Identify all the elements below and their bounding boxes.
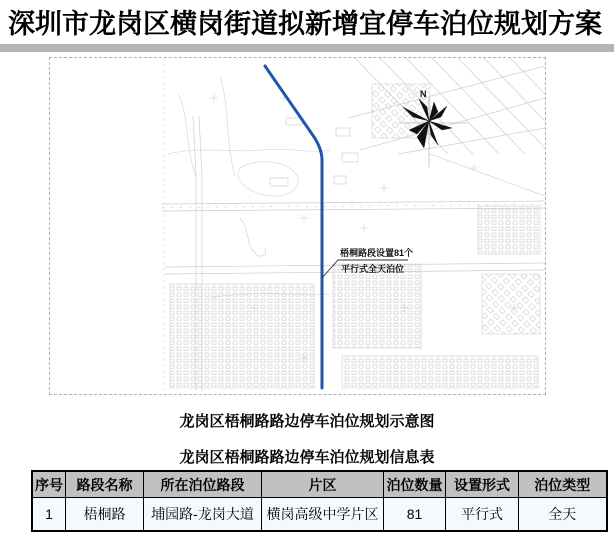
map-frame [49, 57, 546, 395]
col-header-road-section: 所在泊位路段 [144, 471, 262, 498]
table-caption: 龙岗区梧桐路路边停车泊位规划信息表 [179, 449, 435, 466]
col-header-berth-count: 泊位数量 [384, 471, 446, 498]
col-header-district: 片区 [262, 471, 384, 498]
map-annotation-line2: 平行式全天泊位 [341, 264, 405, 274]
cell-index: 1 [32, 498, 66, 532]
col-header-berth-type: 泊位类型 [519, 471, 607, 498]
cell-layout-type: 平行式 [446, 498, 519, 532]
col-header-layout-type: 设置形式 [446, 471, 519, 498]
map-caption: 龙岗区梧桐路路边停车泊位规划示意图 [179, 413, 435, 430]
table-header-row [32, 471, 607, 498]
page-title: 深圳市龙岗区横岗街道拟新增宜停车泊位规划方案 [8, 9, 602, 39]
cell-berth-type: 全天 [519, 498, 607, 532]
col-header-index: 序号 [32, 471, 66, 498]
table-row [32, 498, 607, 532]
cell-berth-count: 81 [384, 498, 446, 532]
planning-map [50, 58, 545, 394]
parking-info-table [31, 470, 608, 532]
title-divider-bar [0, 44, 614, 52]
cell-road-name: 梧桐路 [66, 498, 144, 532]
map-annotation-line1: 梧桐路段设置81个 [340, 248, 414, 258]
building-clusters [170, 84, 540, 388]
north-label: N [420, 89, 427, 99]
col-header-road-name: 路段名称 [66, 471, 144, 498]
cell-road-section: 埔园路-龙岗大道 [144, 498, 262, 532]
cell-district: 横岗高级中学片区 [262, 498, 384, 532]
